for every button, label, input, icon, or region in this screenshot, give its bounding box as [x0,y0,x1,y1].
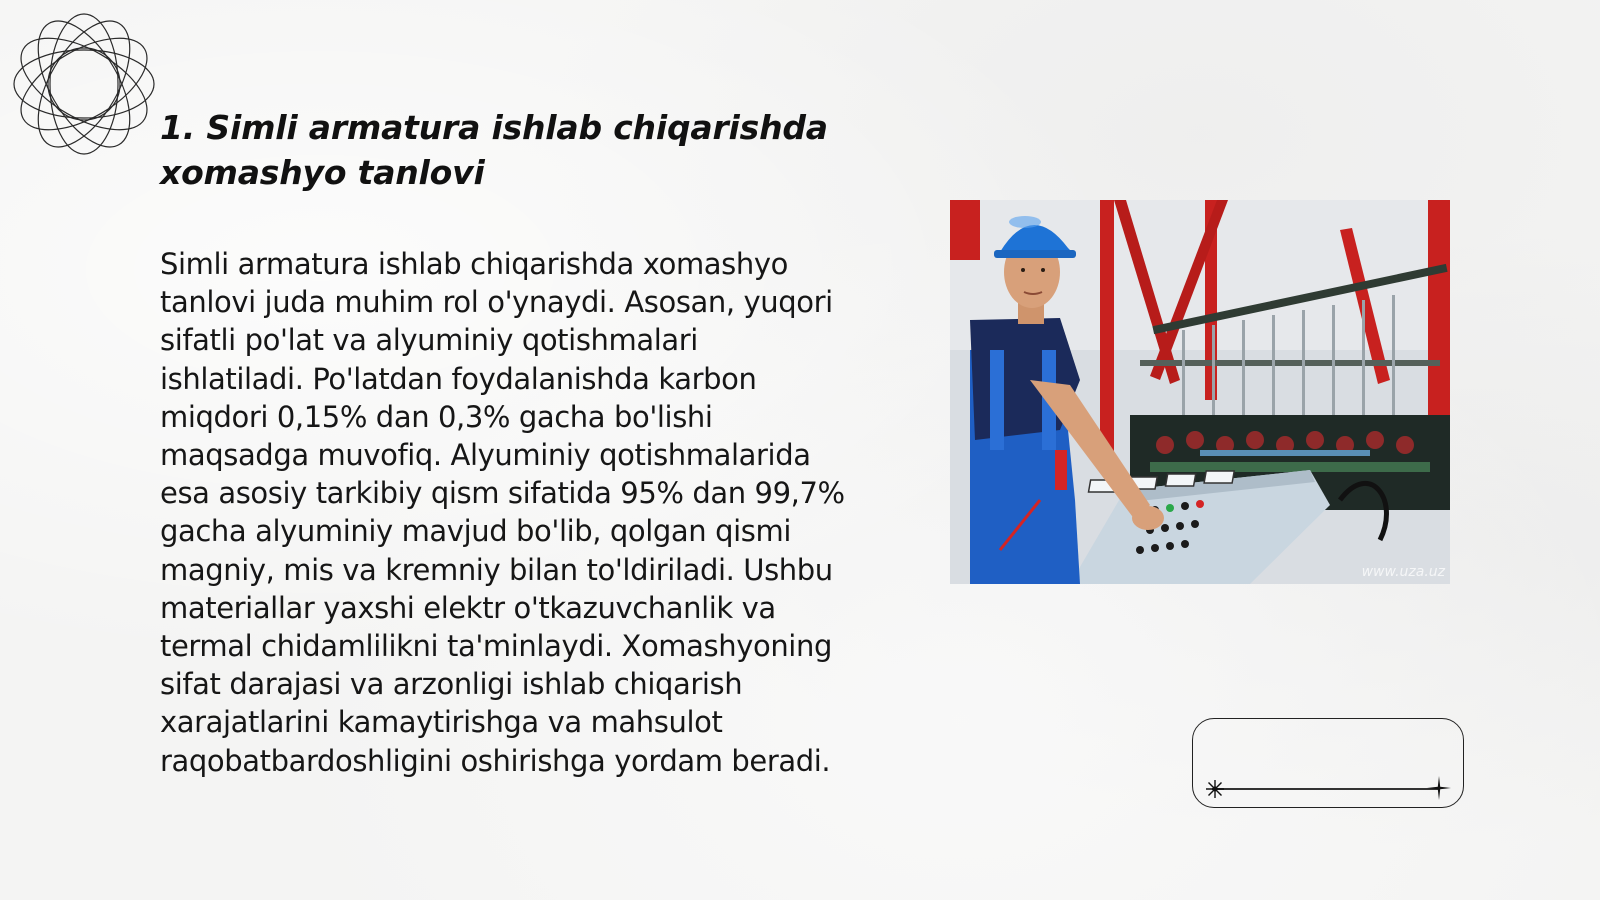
slide-title: 1. Simli armatura ishlab chiqarishda xomashyo tanlovi [160,108,828,192]
wireframe-sphere-icon [10,10,158,158]
decorative-frame [1192,718,1464,808]
worker-photo [950,200,1450,584]
four-point-star-icon [1427,776,1451,800]
decorative-line [1212,788,1440,790]
body-paragraph: Simli armatura ishlab chiqarishda xomashyo tanlovi juda muhim rol o'ynaydi. Asosan, yuqori sifatli po'lat va alyuminiy qotishmalari ishlatiladi. Po'latdan foydalanishda karbon miqdori 0,15% dan 0,3% gacha bo'lishi maqsadga muvofiq. Alyuminiy qotishmalarida esa asosiy tarkibiy qism sifatida 95% dan 99,7% gacha alyuminiy mavjud bo'lib, qolgan qismi magniy, mis va kremniy bilan to'ldiriladi. Ushbu materiallar yaxshi elektr o'tkazuvchanlik va termal chidamlilikni ta'minlaydi. Xomashyoning sifat darajasi va arzonligi ishlab chiqarish xarajatlarini kamaytirishga va mahsulot raqobatbardoshligini oshirishga yordam beradi. [160,247,845,778]
sparkle-icon [1205,779,1225,799]
photo-watermark: www.uza.uz [1361,564,1445,580]
